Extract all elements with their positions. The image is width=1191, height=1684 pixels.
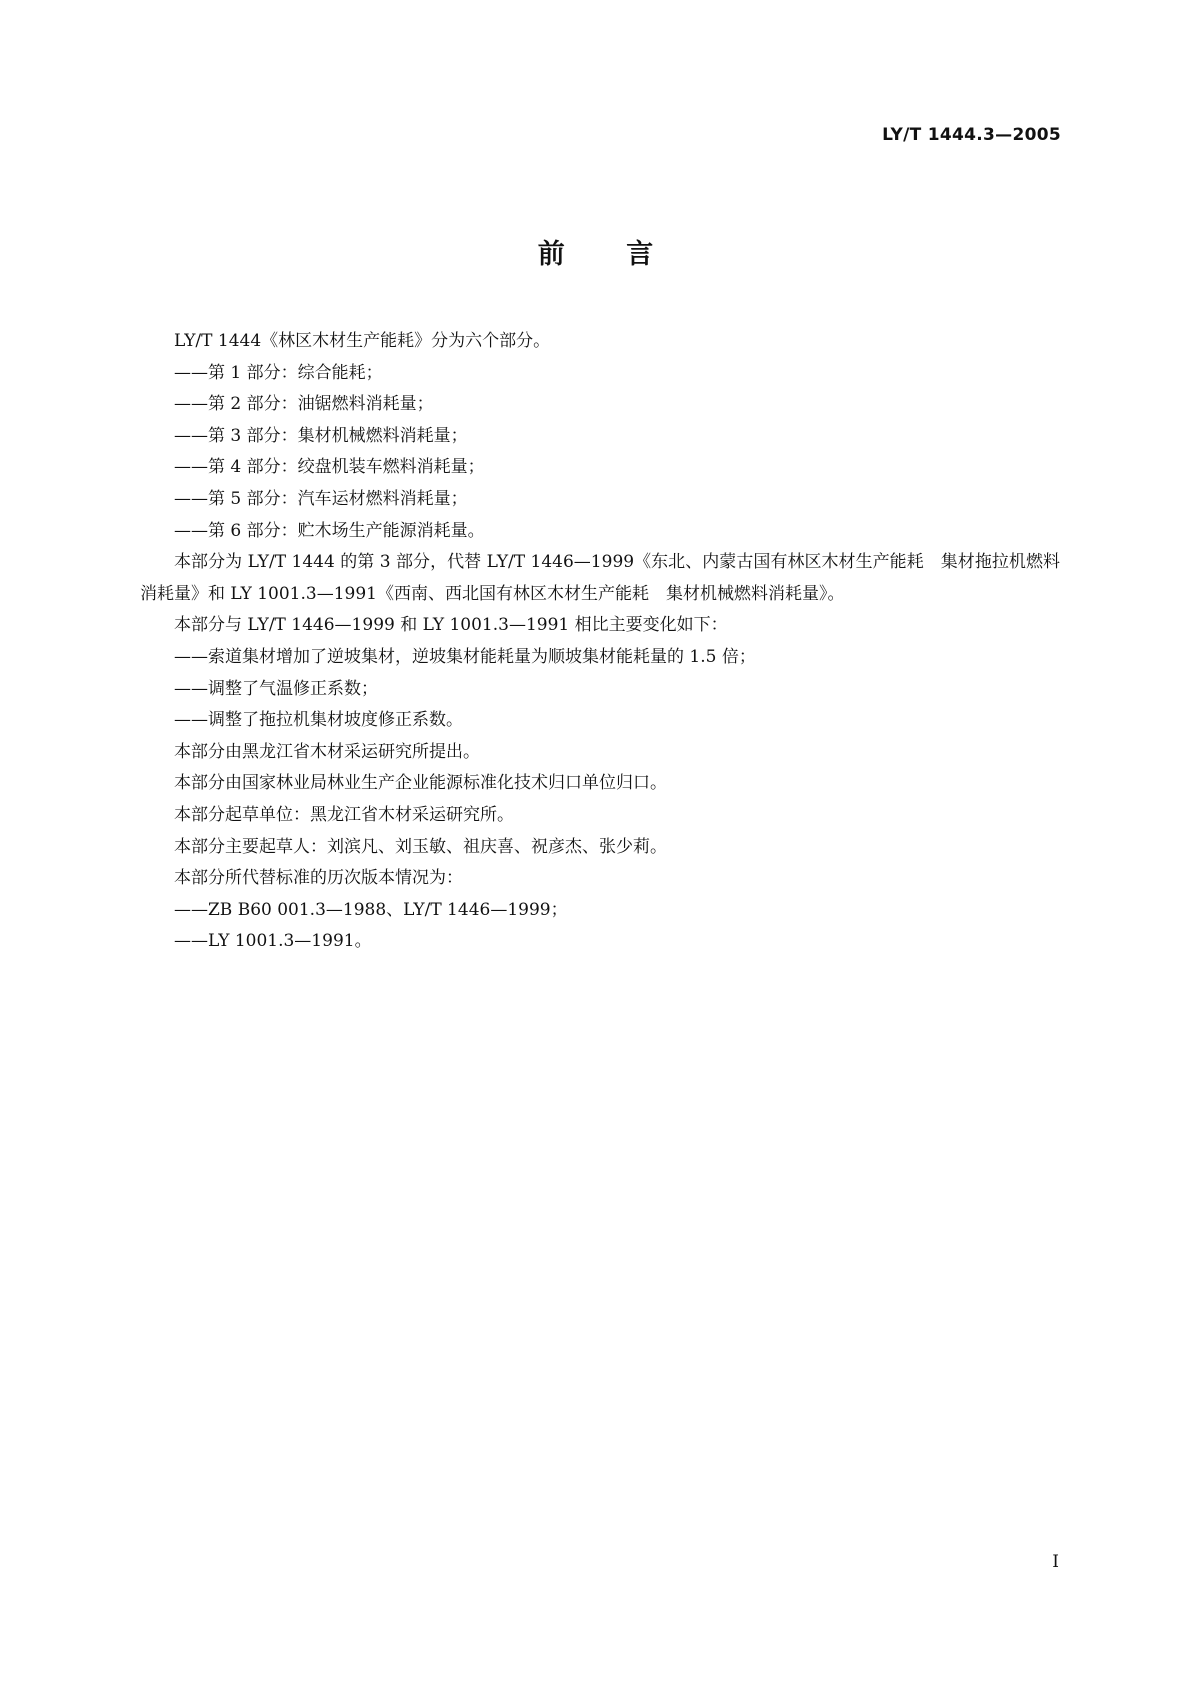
standard-code: LY/T 1444.3—2005: [882, 125, 1061, 145]
list-item-part-1: ——第 1 部分：综合能耗；: [174, 362, 383, 383]
paragraph-centralized: 本部分由国家林业局林业生产企业能源标准化技术归口单位归口。: [174, 773, 667, 794]
list-item-history-2: ——LY 1001.3—1991。: [174, 931, 372, 952]
list-item-part-3: ——第 3 部分：集材机械燃料消耗量；: [174, 425, 468, 446]
list-item-part-5: ——第 5 部分：汽车运材燃料消耗量；: [174, 488, 468, 509]
list-item-history-1: ——ZB B60 001.3—1988、LY/T 1446—1999；: [174, 899, 568, 920]
paragraph-intro: LY/T 1444《林区木材生产能耗》分为六个部分。: [174, 331, 551, 351]
list-item-change-3: ——调整了拖拉机集材坡度修正系数。: [174, 710, 463, 731]
paragraph-history-intro: 本部分所代替标准的历次版本情况为：: [174, 868, 463, 889]
page-title: 前 言: [537, 239, 654, 270]
paragraph-drafting-unit: 本部分起草单位：黑龙江省木材采运研究所。: [174, 804, 514, 825]
list-item-change-2: ——调整了气温修正系数；: [174, 678, 378, 699]
paragraph-drafters: 本部分主要起草人：刘滨凡、刘玉敏、祖庆喜、祝彦杰、张少莉。: [174, 836, 667, 857]
page-number: I: [1052, 1552, 1059, 1572]
list-item-part-6: ——第 6 部分：贮木场生产能源消耗量。: [174, 520, 485, 541]
list-item-part-4: ——第 4 部分：绞盘机装车燃料消耗量；: [174, 457, 485, 478]
foreword-body: [140, 326, 1060, 958]
paragraph-replaces: 本部分为 LY/T 1444 的第 3 部分，代替 LY/T 1446—1999《东北、内蒙古国有林区木材生产能耗 集材拖拉机燃料消耗量》和 LY 1001.3—1991《西南、西北国有林区木材生产能耗 集材机械燃料消耗量》。: [140, 552, 1060, 604]
list-item-part-2: ——第 2 部分：油锯燃料消耗量；: [174, 394, 434, 415]
list-item-change-1: ——索道集材增加了逆坡集材，逆坡集材能耗量为顺坡集材能耗量的 1.5 倍；: [174, 646, 756, 667]
paragraph-proposer: 本部分由黑龙江省木材采运研究所提出。: [174, 741, 480, 762]
paragraph-changes-intro: 本部分与 LY/T 1446—1999 和 LY 1001.3—1991 相比主要变化如下：: [174, 615, 728, 636]
